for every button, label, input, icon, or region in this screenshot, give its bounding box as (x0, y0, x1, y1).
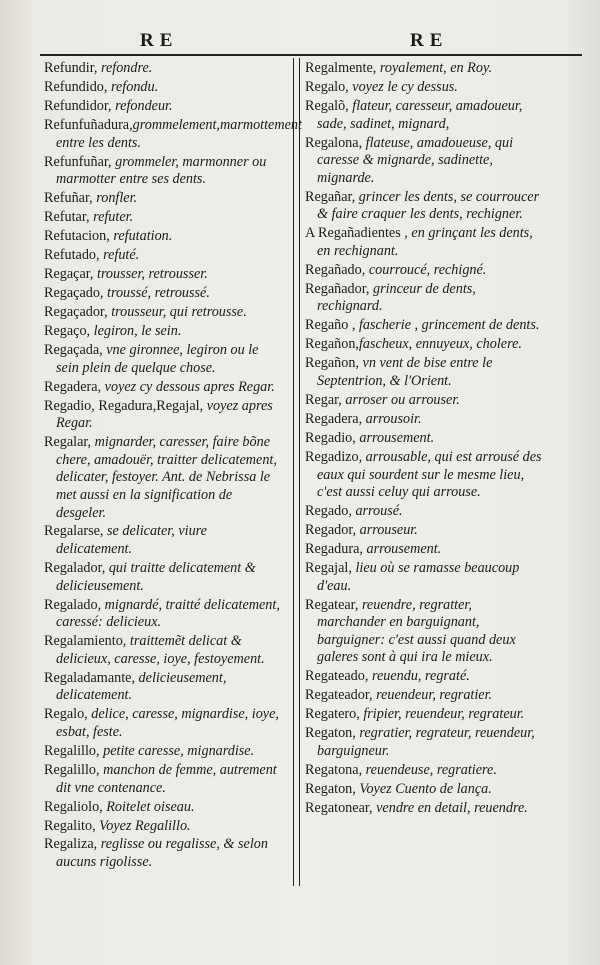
right-column (305, 60, 542, 819)
dictionary-entry (44, 285, 282, 303)
entry-headword: Regalamiento, (44, 633, 127, 650)
dictionary-entry (44, 342, 282, 377)
dictionary-entry (44, 323, 282, 341)
entry-headword: Regatero, (305, 706, 360, 723)
dictionary-entry (44, 266, 282, 284)
entry-definition: Voyez Cuento de lança. (355, 780, 492, 797)
entry-headword: Regalõ, (305, 97, 349, 114)
entry-headword: Regaliolo, (44, 798, 103, 815)
entry-definition: grommeler, marmonner ou marmotter entre ses dents. (56, 153, 267, 188)
entry-definition: grommelement,marmottement entre les dents. (56, 116, 302, 151)
dictionary-entry (44, 743, 282, 761)
header-right: RE (410, 30, 449, 51)
entry-definition: voyez apres Regar. (56, 397, 273, 432)
entry-definition: traittemẽt delicat & delicieux, caresse, ioye, festoyement. (56, 633, 265, 667)
dictionary-entry (305, 98, 542, 133)
dictionary-entry (44, 523, 282, 558)
entry-headword: Regadura, (305, 541, 363, 558)
entry-definition: grinceur de dents, rechignard. (317, 280, 476, 315)
entry-definition: Voyez Regalillo. (95, 817, 191, 834)
entry-definition: delice, caresse, mignardise, ioye, esbat, feste. (56, 706, 279, 740)
left-column (44, 60, 302, 873)
dictionary-entry (44, 116, 302, 152)
dictionary-entry (44, 799, 282, 817)
dictionary-entry (44, 304, 282, 322)
dictionary-entry (305, 317, 542, 335)
dictionary-entry (44, 706, 282, 741)
dictionary-entry (305, 762, 542, 780)
entry-headword: Regatonear, (305, 799, 373, 816)
entry-definition: voyez le cy dessus. (348, 78, 458, 95)
entry-headword: Regadera, (305, 410, 363, 427)
dictionary-entry (305, 800, 542, 818)
entry-headword: Regalmente, (305, 60, 377, 76)
entry-definition: vne gironnee, legiron ou le sein plein de quelque chose. (56, 341, 259, 376)
entry-definition: refuté. (99, 247, 140, 264)
dictionary-entry (305, 281, 542, 316)
header-left: RE (140, 30, 179, 51)
header-rule (40, 54, 582, 56)
entry-definition: flateuse, amadoueuse, qui caresse & mignarde, sadinette, mignarde. (317, 134, 514, 186)
dictionary-entry (44, 670, 282, 705)
entry-headword: Regadio, (305, 429, 356, 446)
entry-definition: refutation. (109, 228, 173, 245)
dictionary-entry (305, 79, 542, 97)
entry-definition: arrouseur. (356, 522, 418, 539)
entry-headword: Refutado, (44, 247, 100, 264)
entry-headword: Refundir, (44, 60, 98, 76)
dictionary-entry (44, 434, 282, 522)
dictionary-entry (305, 262, 542, 280)
dictionary-entry (44, 60, 282, 78)
entry-definition: refondeur. (111, 97, 173, 114)
entry-definition: mignarder, caresser, faire bõne chere, amadouër, traitter delicatement, delicater, festoyer. Ant. de Nebrissa le met aussi en la signification de desgeler. (56, 434, 277, 521)
entry-headword: Refunfuñar, (44, 153, 112, 170)
entry-headword: Refutar, (44, 209, 90, 226)
dictionary-entry (305, 706, 542, 724)
entry-headword: Regadera, (44, 378, 102, 395)
dictionary-entry (305, 597, 542, 667)
entry-headword: Refunfuñadura, (44, 116, 133, 133)
entry-headword: Regaçador, (44, 304, 108, 321)
entry-headword: Regalona, (305, 134, 363, 151)
entry-headword: Regaço, (44, 323, 91, 339)
entry-definition: reglisse ou regalisse, & selon aucuns rigolisse. (56, 836, 268, 871)
entry-definition: courroucé, rechigné. (365, 261, 487, 278)
entry-headword: Refutacion, (44, 228, 110, 245)
entry-definition: arrousoir. (362, 410, 422, 427)
entry-definition: arrousable, qui est arrousé des eaux qui sourdent sur le mesme lieu, c'est aussi celuy qui arrouse. (317, 448, 542, 501)
dictionary-entry (44, 79, 282, 97)
dictionary-entry (44, 633, 282, 668)
dictionary-entry (305, 355, 542, 390)
entry-definition: arrousement. (355, 429, 435, 446)
entry-headword: Regaliza, (44, 836, 98, 853)
entry-headword: A Regañadientes , (305, 225, 408, 242)
entry-headword: Regado, (305, 503, 352, 520)
dictionary-entry (44, 98, 282, 116)
entry-definition: arroser ou arrouser. (341, 391, 460, 408)
entry-headword: Regañar, (305, 188, 356, 205)
entry-definition: royalement, en Roy. (376, 60, 493, 76)
entry-definition: arrousement. (362, 541, 442, 558)
dictionary-entry (305, 225, 542, 260)
dictionary-entry (44, 818, 282, 836)
entry-definition: reuendeuse, regratiere. (362, 761, 497, 778)
entry-headword: Regalador, (44, 560, 106, 577)
entry-definition: lieu où se ramasse beaucoup d'eau. (317, 560, 520, 594)
entry-definition: en grinçant les dents, en rechignant. (317, 225, 533, 259)
entry-headword: Regadio, Regadura,Regajal, (44, 397, 204, 414)
entry-headword: Regaton, (305, 725, 356, 742)
entry-definition: ronfler. (92, 190, 138, 207)
entry-definition: vn vent de bise entre le Septentrion, & l'Orient. (317, 355, 493, 389)
entry-definition: grincer les dents, se courroucer & faire craquer les dents, rechigner. (317, 188, 540, 223)
dictionary-entry (305, 430, 542, 448)
entry-definition: mignardé, traitté delicatement, caressé: delicieux. (56, 596, 280, 631)
entry-definition: manchon de femme, autrement dit vne contenance. (56, 761, 277, 796)
entry-definition: se delicater, viure delicatement. (56, 523, 207, 558)
entry-headword: Regar, (305, 391, 342, 408)
entry-headword: Regalo, (44, 706, 88, 723)
entry-definition: petite caresse, mignardise. (99, 742, 255, 759)
entry-headword: Regadizo, (305, 448, 363, 465)
entry-headword: Regateado, (305, 668, 369, 685)
entry-definition: arrousé. (351, 503, 403, 520)
dictionary-entry (44, 836, 282, 871)
entry-headword: Regaton, (305, 780, 356, 797)
entry-definition: Roitelet oiseau. (102, 798, 195, 815)
dictionary-entry (305, 336, 542, 354)
dictionary-entry (305, 449, 542, 502)
dictionary-entry (305, 60, 542, 78)
dictionary-entry (44, 209, 282, 227)
entry-definition: legiron, le sein. (90, 323, 182, 339)
dictionary-entry (305, 503, 542, 521)
entry-definition: refondu. (107, 78, 159, 95)
entry-definition: qui traitte delicatement & delicieusement. (56, 560, 256, 594)
entry-headword: Regalado, (44, 596, 102, 613)
entry-definition: fripier, reuendeur, regrateur. (359, 706, 525, 723)
dictionary-entry (305, 725, 542, 760)
entry-definition: refondre. (97, 60, 153, 76)
column-divider (293, 58, 300, 886)
dictionary-entry (44, 228, 282, 246)
entry-definition: troussé, retroussé. (103, 285, 210, 302)
entry-headword: Regatona, (305, 761, 363, 778)
entry-definition: fascherie , grincement de dents. (355, 317, 540, 334)
entry-headword: Regaçado, (44, 285, 104, 302)
entry-headword: Regaçada, (44, 341, 103, 358)
entry-headword: Regalillo, (44, 761, 100, 778)
entry-definition: refuter. (89, 209, 134, 226)
entry-headword: Regaçar, (44, 266, 94, 283)
entry-headword: Regañador, (305, 280, 370, 297)
entry-definition: reuendre, regratter, marchander en barguignant, barguigner: c'est aussi quand deux galeres sont à qui ira le mieux. (317, 596, 516, 666)
entry-headword: Regalillo, (44, 742, 100, 759)
entry-headword: Regador, (305, 522, 357, 539)
entry-headword: Refuñar, (44, 190, 93, 207)
dictionary-entry (305, 560, 542, 595)
dictionary-entry (305, 135, 542, 188)
entry-headword: Refundido, (44, 78, 108, 95)
dictionary-entry (44, 247, 282, 265)
entry-headword: Regaño , (305, 317, 356, 334)
dictionary-entry (44, 190, 282, 208)
entry-definition: voyez cy dessous apres Regar. (101, 378, 275, 395)
entry-definition: reuendu, regraté. (368, 668, 470, 685)
dictionary-entry (44, 398, 282, 433)
entry-headword: Regatear, (305, 596, 359, 613)
dictionary-entry (305, 541, 542, 559)
entry-headword: Regañado, (305, 261, 366, 278)
entry-definition: trousser, retrousser. (93, 266, 208, 283)
entry-headword: Regateador, (305, 687, 373, 704)
dictionary-entry (305, 522, 542, 540)
dictionary-entry (305, 392, 542, 410)
entry-headword: Regalarse, (44, 523, 104, 540)
running-header (0, 30, 600, 54)
entry-headword: Refundidor, (44, 97, 112, 114)
entry-definition: trousseur, qui retrousse. (107, 304, 247, 321)
entry-headword: Regaladamante, (44, 669, 135, 686)
dictionary-entry (44, 379, 282, 397)
dictionary-entry (44, 154, 282, 189)
dictionary-entry (305, 687, 542, 705)
entry-definition: fascheux, ennuyeux, cholere. (358, 336, 522, 353)
dictionary-entry (44, 597, 282, 632)
dictionary-entry (305, 668, 542, 686)
entry-headword: Regalito, (44, 817, 96, 834)
entry-definition: reuendeur, regratier. (372, 687, 493, 704)
dictionary-entry (305, 189, 542, 224)
dictionary-entry (44, 762, 282, 797)
entry-headword: Regalo, (305, 78, 349, 95)
entry-definition: regratier, regrateur, reuendeur, barguigneur. (317, 725, 535, 759)
entry-definition: vendre en detail, reuendre. (372, 799, 528, 816)
entry-definition: flateur, caresseur, amadoueur, sade, sadinet, mignard, (317, 97, 523, 132)
entry-headword: Regajal, (305, 560, 352, 577)
entry-headword: Regañon, (305, 355, 359, 372)
entry-definition: delicieusement, delicatement. (56, 669, 227, 704)
dictionary-entry (305, 781, 542, 799)
entry-headword: Regalar, (44, 434, 92, 451)
entry-headword: Regañon, (305, 336, 359, 353)
dictionary-entry (44, 560, 282, 595)
dictionary-entry (305, 411, 542, 429)
